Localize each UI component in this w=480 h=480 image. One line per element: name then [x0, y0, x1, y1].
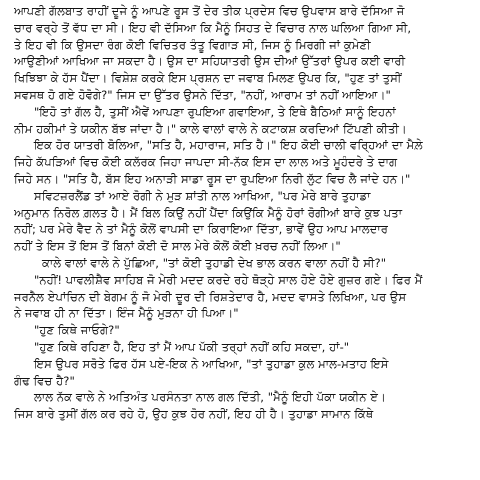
text-line: ਕਾਲੇ ਵਾਲਾਂ ਵਾਲੇ ਨੇ ਪੁੱਛਿਆ, "ਤਾਂ ਕੋਈ ਤੁਹਾਡੀ ਦੇਖ ਭਾਲ ਕਰਨ ਵਾਲਾ ਨਹੀਂ ਹੈ ਸੀ?" [42, 255, 387, 270]
text-line: ਨਹੀਂ; ਪਰ ਮੇਰੇ ਵੈਦ ਨੇ ਤਾਂ ਮੈਨੂੰ ਕੋਲੋਂ ਵਾਪਸੀ ਦਾ ਕਿਰਾਇਆ ਦਿੱਤਾ, ਭਾਵੇਂ ਉਹ ਆਪ ਮਾਲਦਾਰ [14, 222, 389, 237]
text-line: ਗੰਢ ਵਿਚ ਹੈ?" [14, 373, 75, 388]
text-line: ਇਕ ਹੋਰ ਯਾਤਰੀ ਬੋਲਿਆ, "ਸਤਿ ਹੈ, ਮਹਾਰਾਜ, ਸਤਿ ਹੈ।" ਇਹ ਕੋਈ ਚਾਲੀ ਵਰ੍ਹਿਆਂ ਦਾ ਮੈਲ਼ੇ [34, 138, 423, 153]
text-line: ਸਵਸਥ ਹੋ ਗਏ ਹੋਵੋਗੇ?" ਜਿਸ ਦਾ ਉੱਤਰ ਉਸਨੇ ਦਿੱਤਾ, "ਨਹੀਂ, ਆਰਾਮ ਤਾਂ ਨਹੀਂ ਆਇਆ।" [14, 87, 391, 102]
text-line: ਜਿਹੇ ਸਨ। "ਸਤਿ ਹੈ, ਬੱਸ ਇਹ ਅਨਾੜੀ ਸਾਡਾ ਰੂਸ ਦਾ ਰੁਪਇਆ ਨਿਰੀ ਲੁੱਟ ਵਿਚ ਲੈ ਜਾਂਦੇ ਹਨ।" [14, 171, 411, 186]
text-line: "ਹੁਣ ਕਿਥੇ ਜਾਓਗੇ?" [34, 323, 120, 338]
text-line: ਖਿਝਿਝਾ ਕੇ ਹੱਸ ਪੈਂਦਾ। ਵਿਸ਼ੇਸ਼ ਕਰਕੇ ਇਸ ਪ੍ਰਸ਼ਨ ਦਾ ਜਵਾਬ ਮਿਲਣ ਉਪਰ ਕਿ, "ਹੁਣ ਤਾਂ ਤੁਸੀਂ [14, 71, 402, 86]
text-line: ਆਪਣੀ ਗੱਲਬਾਤ ਰਾਹੀਂ ਦੂਜੇ ਨੂੰ ਆਪਣੇ ਰੂਸ ਤੋਂ ਦੇਰ ਤੀਕ ਪ੍ਰਦੇਸ ਵਿਚ ਉਪਵਾਸ ਬਾਰੇ ਦੱਸਿਆ ਜੋ [14, 4, 405, 18]
text-line: ਆਉਣੀਆਂ ਆਖਿਆ ਜਾ ਸਕਦਾ ਹੈ। ਉਸ ਦਾ ਸਹਿਯਾਤਰੀ ਉਸ ਦੀਆਂ ਉੱਤਰਾਂ ਉਪਰ ਕਈ ਵਾਰੀ [14, 54, 406, 69]
text-line: ਜਿਹੇ ਕੱਪੜਿਆਂ ਵਿਚ ਕੋਈ ਕਲੱਰਕ ਜਿਹਾ ਜਾਪਦਾ ਸੀ-ਨੱਕ ਇਸ ਦਾ ਲਾਲ ਅਤੇ ਮੂਹੰਦਰੇ ਤੇ ਦਾਗ [14, 155, 398, 170]
text-line: ਨੇ ਜਵਾਬ ਹੀ ਨਾ ਦਿੱਤਾ। ਇੰਜ ਮੈਨੂੰ ਮੁੜਨਾ ਹੀ ਪਿਆ।" [14, 306, 239, 321]
text-line: ਸਵਿਟਜ਼ਰਲੈਂਡ ਤਾਂ ਆਏ ਰੋਗੀ ਨੇ ਮੁੜ ਸ਼ਾਂਤੀ ਨਾਲ ਆਖਿਆ, "ਪਰ ਮੇਰੇ ਬਾਰੇ ਤੁਹਾਡਾ [34, 188, 371, 203]
text-line: ਜਰਨੈਲ ਏਪਾਂਚਿਨ ਦੀ ਬੇਗਮ ਨੂੰ ਜੋ ਮੇਰੀ ਦੂਰ ਦੀ ਰਿਸ਼ਤੇਦਾਰ ਹੈ, ਮਦਦ ਵਾਸਤੇ ਲਿਖਿਆ, ਪਰ ਉਸ [14, 289, 407, 304]
text-line: ਲਾਲ ਨੱਕ ਵਾਲੇ ਨੇ ਅਤਿਅੰਤ ਪਰਸੰਨਤਾ ਨਾਲ ਗਲ ਦਿੱਤੀ, "ਮੈਨੂੰ ਇਹੀ ਪੱਕਾ ਯਕੀਨ ਏ। [34, 390, 386, 405]
text-line: "ਨਹੀਂ! ਪਾਵਲੀਸ਼ੈਵ ਸਾਹਿਬ ਜੋ ਮੇਰੀ ਮਦਦ ਕਰਦੇ ਰਹੇ ਥੋੜ੍ਹੇ ਸਾਲ ਹੋਏ ਹੋਏ ਗੁਜ਼ਰ ਗਏ। ਫਿਰ ਮੈਂ [34, 272, 423, 287]
text-line: ਅਨੁਮਾਨ ਨਿਰੋਲ ਗ਼ਲਤ ਹੈ। ਮੈਂ ਬਿਲ ਕਿਉਂ ਨਹੀਂ ਪੈਂਦਾ ਕਿਉਂਕਿ ਮੈਨੂੰ ਹੋਰਾਂ ਰੋਗੀਆਂ ਬਾਰੇ ਕੁਝ ਪਤਾ [14, 205, 403, 220]
text-line: ਇਸ ਉਪਰ ਸਰੋਤੇ ਫਿਰ ਹੱਸ ਪਏ-ਇਕ ਨੇ ਆਖਿਆ, "ਤਾਂ ਤੁਹਾਡਾ ਕੁਲ ਮਾਲ-ਮਤਾਹ ਇਸੇ [34, 356, 389, 371]
text-line: "ਇਹੋ ਤਾਂ ਗੱਲ ਹੈ, ਤੁਸੀਂ ਐਵੇਂ ਆਪਣਾ ਰੁਪਇਆ ਗਵਾਇਆ, ਤੇ ਇਥੇ ਬੈਠਿਆਂ ਸਾਨੂੰ ਇਹਨਾਂ [34, 104, 396, 119]
text-line: "ਹੁਣ ਕਿਥੇ ਰਹਿਣਾ ਹੈ, ਇਹ ਤਾਂ ਮੈਂ ਆਪ ਪੱਕੀ ਤਰ੍ਹਾਂ ਨਹੀਂ ਕਹਿ ਸਕਦਾ, ਹਾਂ-" [34, 339, 350, 354]
text-line: ਨਹੀਂ ਤੇ ਇਸ ਤੋਂ ਇਸ ਤੋਂ ਬਿਨਾਂ ਕੋਈ ਦੋ ਸਾਲ ਮੇਰੇ ਕੋਲੋਂ ਕੋਈ ਖ਼ਰਚ ਨਹੀਂ ਲਿਆ।" [14, 239, 341, 254]
text-line: ਤੇ ਇਹ ਵੀ ਕਿ ਉਸਦਾ ਰੰਗ ਕੋਈ ਵਿਚਿਤਰ ਤੰਤੂ ਵਿਗਾੜ ਸੀ, ਜਿਸ ਨੂੰ ਮਿਰਗੀ ਜਾਂ ਕੁਮੇਣੀ [14, 37, 371, 52]
text-line: ਜਿਸ ਬਾਰੇ ਤੁਸੀਂ ਗੱਲ ਕਰ ਰਹੇ ਹੋ, ਉਹ ਕੁਝ ਹੋਰ ਨਹੀਂ, ਇਹ ਹੀ ਹੈ। ਤੁਹਾਡਾ ਸਾਮਾਨ ਕਿੱਥੇ [14, 407, 374, 422]
text-line: ਚਾਰ ਵਰ੍ਹੇ ਤੋਂ ਵੱਧ ਦਾ ਸੀ। ਇਹ ਵੀ ਦੱਸਿਆ ਕਿ ਮੈਨੂੰ ਸਿਹਤ ਦੇ ਵਿਚਾਰ ਨਾਲ ਘਲਿਆ ਗਿਆ ਸੀ, [14, 20, 412, 35]
text-line: ਨੀਮ ਹਕੀਮਾਂ ਤੇ ਯਕੀਨ ਬੱਝ ਜਾਂਦਾ ਹੈ।" ਕਾਲੇ ਵਾਲਾਂ ਵਾਲੇ ਨੇ ਕਟਾਕਸ਼ ਕਰਦਿਆਂ ਟਿੱਪਣੀ ਕੀਤੀ। [14, 121, 407, 136]
